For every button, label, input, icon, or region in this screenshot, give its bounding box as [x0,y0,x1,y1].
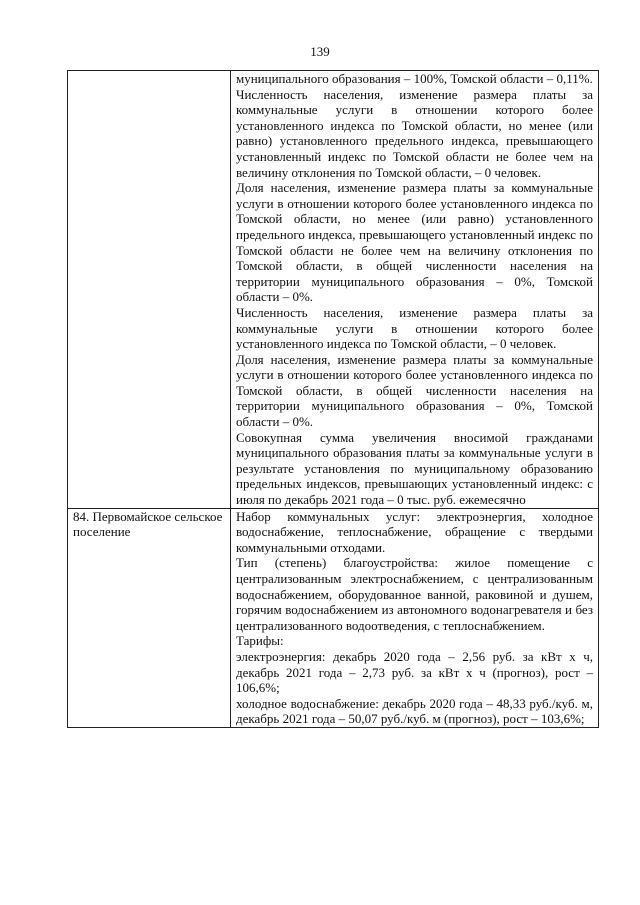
municipal-tariff-table [67,70,599,728]
paragraph: Тарифы: [236,633,284,649]
paragraph: холодное водоснабжение: декабрь 2020 года – 48,33 руб./куб. м, декабрь 2021 года – 50,07 руб./куб. м (прогноз), рост – 103,6%; [236,695,593,727]
table-row [68,71,599,509]
paragraph: муниципального образования – 100%, Томской области – 0,11%. [236,71,593,86]
paragraph: электроэнергия: декабрь 2020 года – 2,56 руб. за кВт х ч, декабрь 2021 года – 2,73 руб. за кВт х ч (прогноз), рост – 106,6%; [236,648,593,696]
municipality-name-cell [68,508,231,727]
paragraph: Численность населения, изменение размера платы за коммунальные услуги в отношении которого более установленного индекса по Томской области, но менее (или равно) установленного предельного индекса, превышающего установленный индекс по Томской области не более чем на величину отклонения по Томской области, – 0 человек. [236,86,593,180]
page-number: 139 [310,44,330,59]
description-cell [231,508,599,727]
paragraph: Совокупная сумма увеличения вносимой гражданами муниципального образования платы за коммунальные услуги в результате установления по муниципальному образованию предельных индексов, превышающих установленный индекс: с июля по декабрь 2021 года – 0 тыс. руб. ежемесячно [236,429,593,508]
description-cell [231,71,599,509]
paragraph: Доля населения, изменение размера платы за коммунальные услуги в отношении которого более установленного индекса по Томской области, в общей численности населения на территории муниципального образования – 0%, Томской области – 0%. [236,351,593,430]
paragraph: Доля населения, изменение размера платы за коммунальные услуги в отношении которого более установленного индекса по Томской области, но менее (или равно) установленного предельного индекса, превышающего установленный индекс по Томской области не более чем на величину отклонения по Томской области, в общей численности населения на территории муниципального образования – 0%, Томской области – 0%. [236,180,593,305]
municipality-name: 84. Первомайское сельское поселение [73,508,223,540]
municipality-name-cell [68,71,231,509]
paragraph: Набор коммунальных услуг: электроэнергия, холодное водоснабжение, теплоснабжение, обращение с твердыми коммунальными отходами. [236,508,593,555]
paragraph: Тип (степень) благоустройства: жилое помещение с централизованным электроснабжением, с централизованным водоснабжением, оборудованное ванной, раковиной и душем, горячим водоснабжением из автономного водонагревателя и без централизованного водоотведения, с теплоснабжением. [236,555,593,633]
paragraph: Численность населения, изменение размера платы за коммунальные услуги в отношении которого более установленного индекса по Томской области, – 0 человек. [236,304,593,352]
table-row [68,508,599,727]
